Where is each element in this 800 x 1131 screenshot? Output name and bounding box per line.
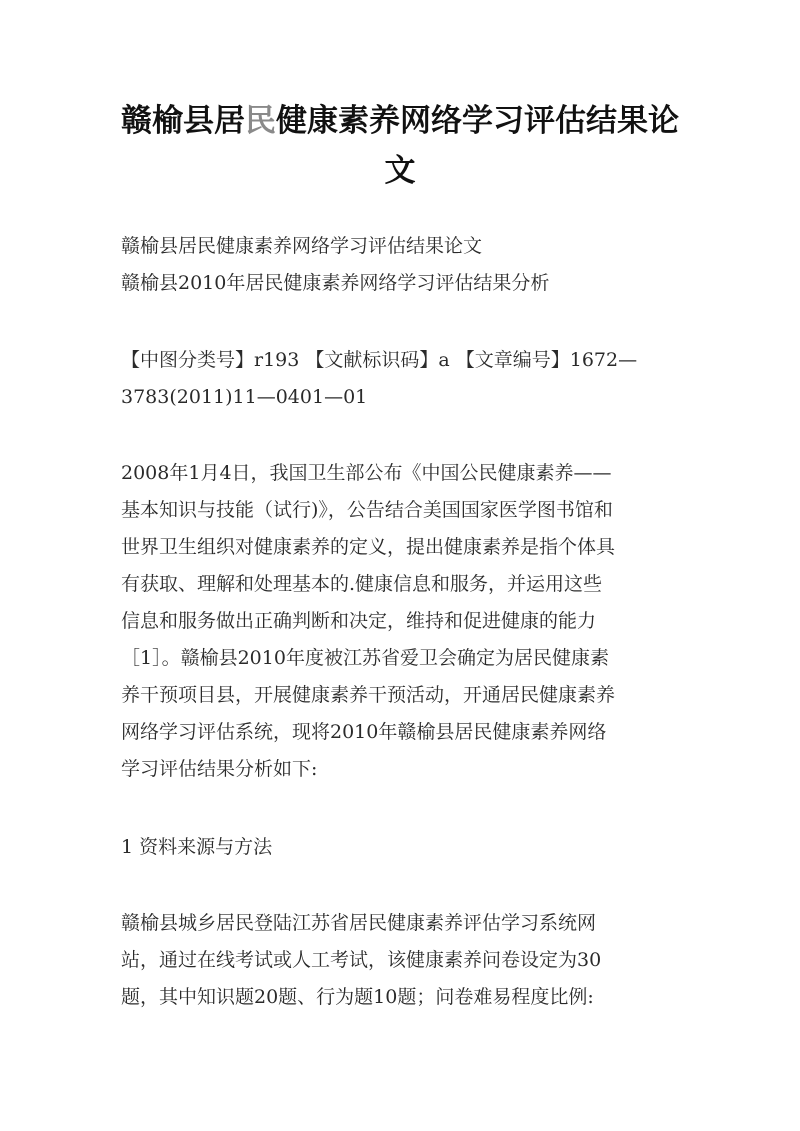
subtitle-line-2: 赣榆县2010年居民健康素养网络学习评估结果分析 [121,272,550,294]
subtitle-line-1: 赣榆县居民健康素养网络学习评估结果论文 [121,235,483,257]
paragraph-intro: 2008年1月4日，我国卫生部公布《中国公民健康素养—— 基本知识与技能（试行)》，公告结合美国国家医学图书馆和 世界卫生组织对健康素养的定义，提出健康素养是指个体具 有获取、理解和处理基本的.健康信息和服务，并运用这些 信息和服务做出正确判断和决定，维持和促进健康的能力 ［1］。赣榆县2010年度被江苏省爱卫会确定为居民健康素 养干预项目县，开展健康素养干预活动，开通居民健康素养 网络学习评估系统，现将2010年赣榆县居民健康素养网络 学习评估结果分析如下: [121,462,616,780]
classification-line-2: 3783(2011)11—0401—01 [121,386,368,408]
classification-line-1: 【中图分类号】r193 【文献标识码】a 【文章编号】1672— [121,349,638,371]
title-line-2: 文 [384,153,416,189]
document-title [110,96,690,196]
title-part-1: 赣榆县居 [121,103,245,139]
title-highlight-char: 民 [245,103,276,139]
title-part-2: 健康素养网络学习评估结果论 [276,103,679,139]
paragraph-methods: 赣榆县城乡居民登陆江苏省居民健康素养评估学习系统网 站，通过在线考试或人工考试，该健康素养问卷设定为30 题，其中知识题20题、行为题10题；问卷难易程度比例: [121,912,602,1008]
section-heading-1: 1 资料来源与方法 [121,836,273,858]
